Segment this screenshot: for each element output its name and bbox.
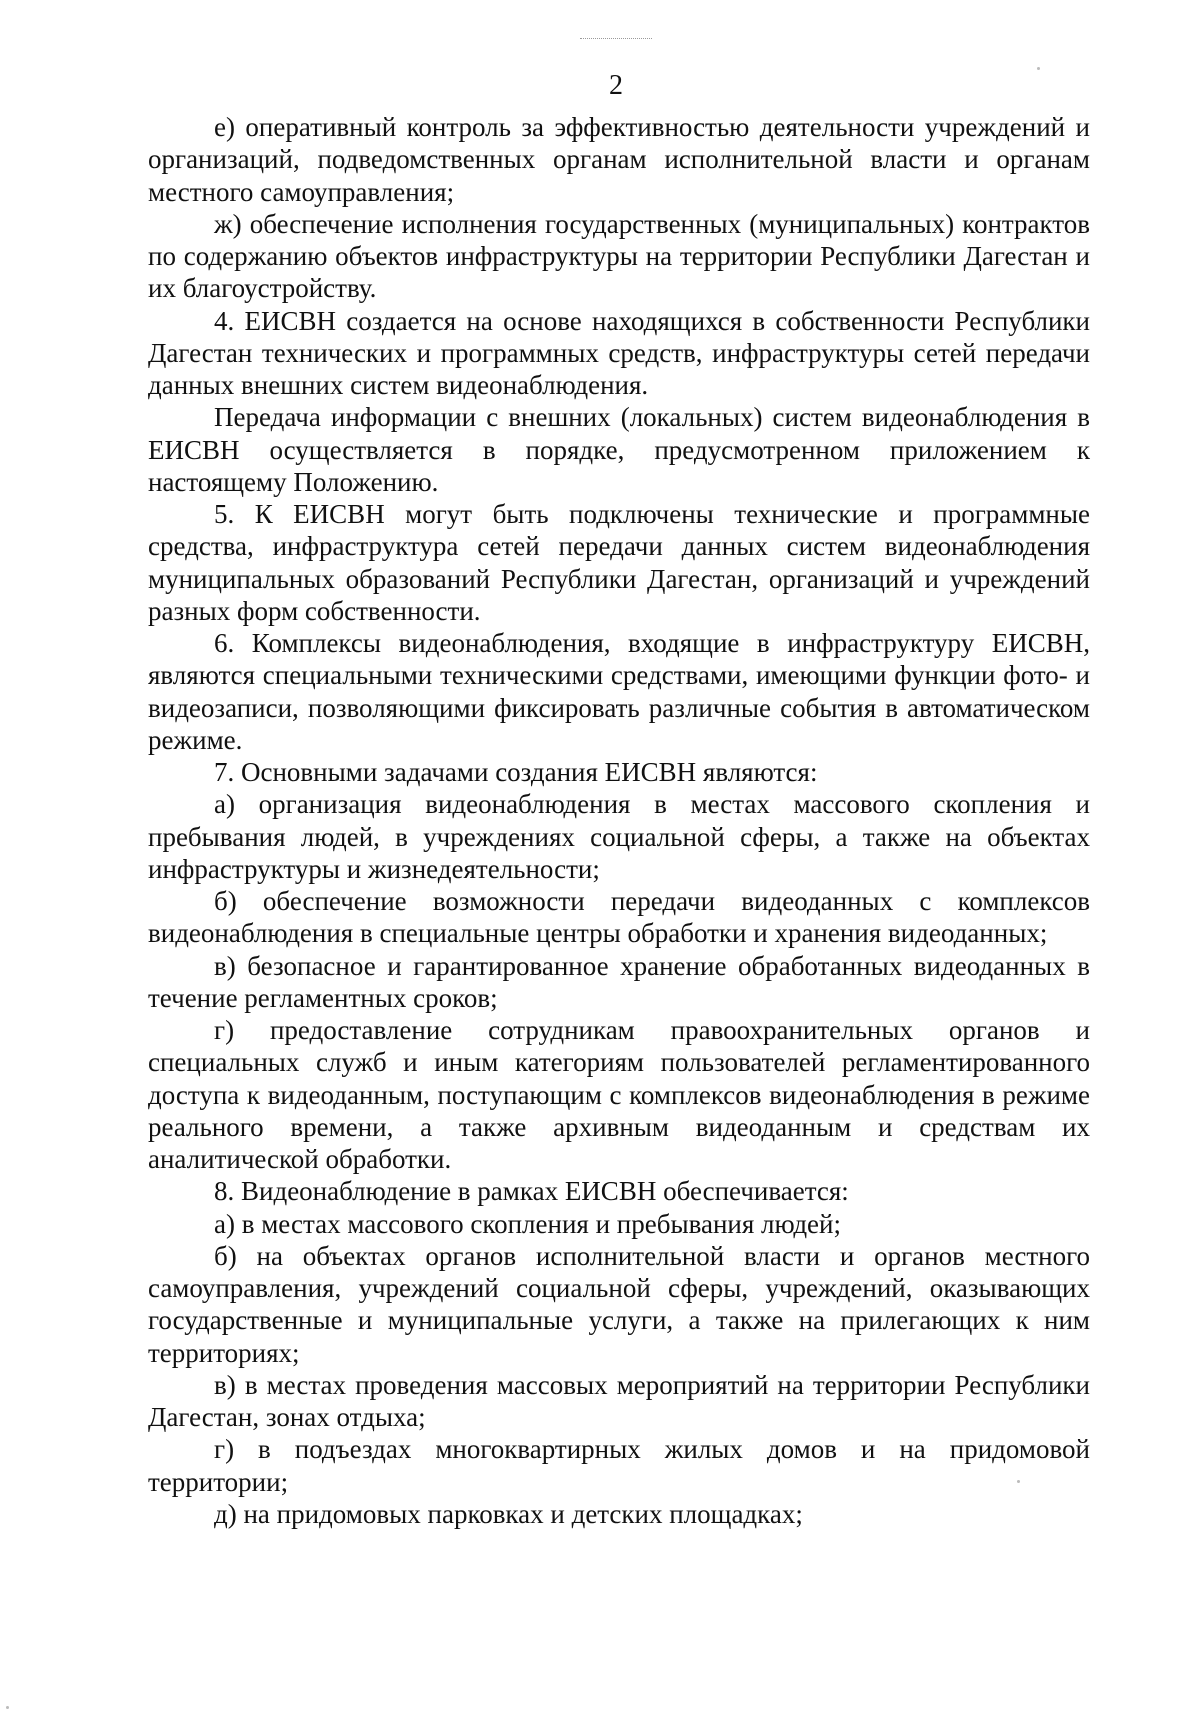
paragraph-information-transfer: Передача информации с внешних (локальных) систем видеонаблюдения в ЕИСВН осуществляется в порядке, предусмотренном приложением к настоящему Положению.	[148, 402, 1090, 497]
paragraph-zh-contracts: ж) обеспечение исполнения государственных (муниципальных) контрактов по содержанию объектов инфраструктуры на территории Республики Дагестан и их благоустройству.	[148, 208, 1090, 304]
paragraph-8v-events: в) в местах проведения массовых мероприятий на территории Республики Дагестан, зонах отдыха;	[148, 1369, 1090, 1432]
paragraph-8a-crowds: а) в местах массового скопления и пребывания людей;	[214, 1208, 841, 1239]
paragraph-8b-authorities: б) на объектах органов исполнительной власти и органов местного самоуправления, учреждений социальной сферы, учреждений, оказывающих государственные и муниципальные услуги, а также на прилегающих к ним территориях;	[148, 1240, 1090, 1368]
paragraph-7v-storage: в) безопасное и гарантированное хранение обработанных видеоданных в течение регламентных сроков;	[148, 950, 1090, 1013]
paragraph-7-tasks-heading: 7. Основными задачами создания ЕИСВН являются:	[214, 757, 818, 787]
paragraph-e-operational-control: е) оперативный контроль за эффективностью деятельности учреждений и организаций, подведомственных органам исполнительной власти и органам местного самоуправления;	[148, 112, 1090, 207]
paragraph-7a-organization: а) организация видеонаблюдения в местах массового скопления и пребывания людей, в учреждениях социальной сферы, а также на объектах инфраструктуры и жизнедеятельности;	[148, 789, 1090, 884]
paragraph-8-surveillance-heading: 8. Видеонаблюдение в рамках ЕИСВН обеспечивается:	[214, 1176, 849, 1207]
scan-speck	[6, 1706, 9, 1709]
paragraph-7g-access: г) предоставление сотрудникам правоохранительных органов и специальных служб и иным категориям пользователей регламентированного доступа к видеоданным, поступающим с комплексов видеонаблюдения в режиме реального времени, а также архивным видеоданным и средствам их аналитической обработки.	[148, 1015, 1090, 1174]
paragraph-7b-transfer: б) обеспечение возможности передачи видеоданных с комплексов видеонаблюдения в специальные центры обработки и хранения видеоданных;	[148, 886, 1090, 949]
paragraph-8d-parking: д) на придомовых парковках и детских площадках;	[214, 1498, 803, 1529]
paragraph-4-eisvn-basis: 4. ЕИСВН создается на основе находящихся в собственности Республики Дагестан технических и программных средств, инфраструктуры сетей передачи данных внешних систем видеонаблюдения.	[148, 305, 1090, 400]
scan-artifact	[580, 38, 652, 42]
paragraph-5-connection: 5. К ЕИСВН могут быть подключены технические и программные средства, инфраструктура сетей передачи данных систем видеонаблюдения муниципальных образований Республики Дагестан, организаций и учреждений разных форм собственности.	[148, 499, 1090, 626]
paragraph-6-complexes: 6. Комплексы видеонаблюдения, входящие в инфраструктуру ЕИСВН, являются специальными техническими средствами, имеющими функции фото- и видеозаписи, позволяющими фиксировать различные события в автоматическом режиме.	[148, 628, 1090, 755]
document-body	[148, 111, 1090, 1530]
paragraph-8g-entrances: г) в подъездах многоквартирных жилых домов и на придомовой территории;	[148, 1434, 1090, 1497]
page-number: 2	[609, 70, 623, 101]
